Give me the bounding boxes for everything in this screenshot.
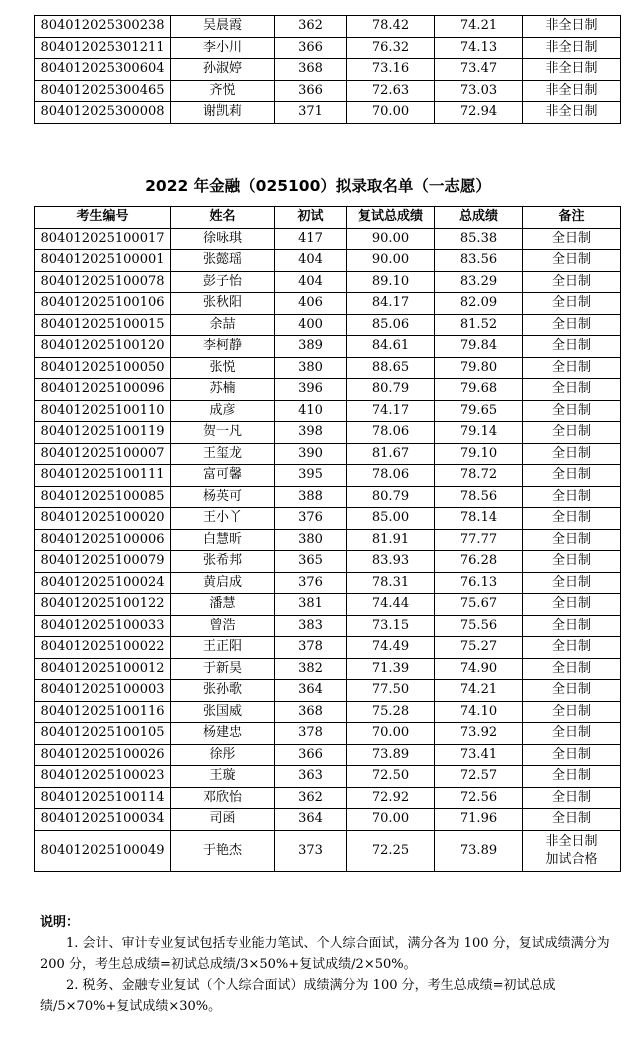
cell-name: 邓欣怡: [171, 787, 275, 809]
cell-name: 李柯静: [171, 336, 275, 358]
table-row: [35, 658, 621, 680]
cell-name: 杨英可: [171, 486, 275, 508]
cell-total: 85.38: [435, 228, 523, 250]
table-row: [35, 529, 621, 551]
header-total: 总成绩: [435, 207, 523, 229]
cell-retest: 89.10: [347, 271, 435, 293]
cell-total: 81.52: [435, 314, 523, 336]
cell-retest: 74.44: [347, 594, 435, 616]
cell-id: 804012025300465: [35, 80, 171, 102]
cell-name: 王玺龙: [171, 443, 275, 465]
cell-id: 804012025300238: [35, 16, 171, 38]
cell-name: 张孙歌: [171, 680, 275, 702]
header-name: 姓名: [171, 207, 275, 229]
cell-initial: 395: [275, 465, 347, 487]
cell-total: 78.14: [435, 508, 523, 530]
cell-name: 李小川: [171, 37, 275, 59]
cell-name: 张国威: [171, 701, 275, 723]
table-row: [35, 572, 621, 594]
table-row: [35, 80, 621, 102]
cell-note: 全日制: [523, 766, 621, 788]
cell-retest: 70.00: [347, 723, 435, 745]
cell-retest: 84.61: [347, 336, 435, 358]
cell-id: 804012025100001: [35, 250, 171, 272]
notes-heading: 说明：: [40, 915, 80, 930]
cell-name: 王正阳: [171, 637, 275, 659]
cell-note: 全日制: [523, 529, 621, 551]
cell-note: 全日制: [523, 744, 621, 766]
cell-retest: 81.67: [347, 443, 435, 465]
cell-initial: 378: [275, 723, 347, 745]
cell-initial: 404: [275, 250, 347, 272]
cell-note: [523, 830, 621, 871]
cell-name: 张悦: [171, 357, 275, 379]
cell-note: 全日制: [523, 314, 621, 336]
cell-name: 曾浩: [171, 615, 275, 637]
cell-note: 全日制: [523, 228, 621, 250]
cell-id: 804012025100007: [35, 443, 171, 465]
cell-id: 804012025100026: [35, 744, 171, 766]
previous-list-body: [35, 16, 621, 124]
cell-total: 73.41: [435, 744, 523, 766]
cell-total: 83.56: [435, 250, 523, 272]
cell-note: 全日制: [523, 680, 621, 702]
cell-retest: 72.63: [347, 80, 435, 102]
cell-id: 804012025100078: [35, 271, 171, 293]
cell-retest: 74.49: [347, 637, 435, 659]
cell-total: 72.57: [435, 766, 523, 788]
cell-retest: 78.31: [347, 572, 435, 594]
cell-total: 72.94: [435, 102, 523, 124]
admission-list-body: [35, 228, 621, 830]
cell-id: 804012025100114: [35, 787, 171, 809]
cell-retest: 70.00: [347, 809, 435, 831]
note-paragraph-1: 1. 会计、审计专业复试包括专业能力笔试、个人综合面试，满分各为 100 分，复试成绩满分为 200 分，考生总成绩=初试总成绩/3×50%+复试成绩/2×50%。: [40, 936, 610, 972]
table-row: [35, 787, 621, 809]
cell-initial: 404: [275, 271, 347, 293]
table-row: [35, 830, 621, 871]
cell-note: 非全日制: [523, 37, 621, 59]
cell-name: 孙淑婷: [171, 59, 275, 81]
cell-initial: 388: [275, 486, 347, 508]
table-row: [35, 228, 621, 250]
cell-retest: 72.92: [347, 787, 435, 809]
cell-initial: 371: [275, 102, 347, 124]
table-row: [35, 293, 621, 315]
cell-id: 804012025100085: [35, 486, 171, 508]
cell-total: 75.56: [435, 615, 523, 637]
cell-retest: 73.15: [347, 615, 435, 637]
cell-note: 全日制: [523, 572, 621, 594]
table-row: [35, 723, 621, 745]
cell-initial: 366: [275, 80, 347, 102]
cell-initial: 366: [275, 37, 347, 59]
cell-initial: 365: [275, 551, 347, 573]
cell-id: 804012025100122: [35, 594, 171, 616]
cell-note: 全日制: [523, 594, 621, 616]
cell-name: 张懿瑶: [171, 250, 275, 272]
cell-id: 804012025100116: [35, 701, 171, 723]
table-row: [35, 422, 621, 444]
cell-retest: 90.00: [347, 250, 435, 272]
cell-note: 全日制: [523, 508, 621, 530]
cell-total: 83.29: [435, 271, 523, 293]
cell-note: 全日制: [523, 486, 621, 508]
table-row: [35, 465, 621, 487]
cell-id: 804012025100106: [35, 293, 171, 315]
table-row: [35, 637, 621, 659]
cell-initial: 389: [275, 336, 347, 358]
cell-initial: 373: [275, 830, 347, 871]
cell-total: 79.80: [435, 357, 523, 379]
cell-id: 804012025100111: [35, 465, 171, 487]
cell-initial: 417: [275, 228, 347, 250]
table-row: [35, 551, 621, 573]
cell-note: 全日制: [523, 293, 621, 315]
cell-initial: 382: [275, 658, 347, 680]
cell-id: 804012025300008: [35, 102, 171, 124]
table-header-row: [35, 207, 621, 229]
cell-total: 74.10: [435, 701, 523, 723]
cell-initial: 364: [275, 680, 347, 702]
section-title: 2022 年金融（025100）拟录取名单（一志愿）: [145, 177, 491, 195]
cell-total: 71.96: [435, 809, 523, 831]
cell-total: 79.84: [435, 336, 523, 358]
cell-name: 余喆: [171, 314, 275, 336]
cell-id: 804012025100079: [35, 551, 171, 573]
cell-total: 74.21: [435, 680, 523, 702]
cell-retest: 76.32: [347, 37, 435, 59]
cell-initial: 368: [275, 701, 347, 723]
cell-name: 彭子怡: [171, 271, 275, 293]
cell-note: 全日制: [523, 443, 621, 465]
cell-name: 谢凯莉: [171, 102, 275, 124]
cell-total: 79.65: [435, 400, 523, 422]
cell-initial: 396: [275, 379, 347, 401]
header-id: 考生编号: [35, 207, 171, 229]
cell-id: 804012025100096: [35, 379, 171, 401]
cell-retest: 74.17: [347, 400, 435, 422]
cell-total: 76.13: [435, 572, 523, 594]
admission-list-table: [34, 206, 621, 872]
cell-note: 全日制: [523, 379, 621, 401]
cell-name: 徐彤: [171, 744, 275, 766]
cell-note: 全日制: [523, 615, 621, 637]
cell-note: 非全日制: [523, 102, 621, 124]
cell-note: 全日制: [523, 336, 621, 358]
cell-name: 徐咏琪: [171, 228, 275, 250]
table-row: [35, 508, 621, 530]
cell-total: 75.27: [435, 637, 523, 659]
header-initial: 初试: [275, 207, 347, 229]
cell-name: 于艳杰: [171, 830, 275, 871]
cell-id: 804012025100024: [35, 572, 171, 594]
cell-retest: 80.79: [347, 486, 435, 508]
cell-name: 司函: [171, 809, 275, 831]
cell-name: 张秋阳: [171, 293, 275, 315]
cell-initial: 381: [275, 594, 347, 616]
cell-retest: 81.91: [347, 529, 435, 551]
cell-total: 73.47: [435, 59, 523, 81]
cell-id: 804012025100110: [35, 400, 171, 422]
cell-initial: 378: [275, 637, 347, 659]
note-line-2: 加试合格: [545, 851, 598, 867]
cell-initial: 406: [275, 293, 347, 315]
cell-retest: 71.39: [347, 658, 435, 680]
cell-total: 79.68: [435, 379, 523, 401]
cell-total: 77.77: [435, 529, 523, 551]
cell-retest: 90.00: [347, 228, 435, 250]
cell-total: 78.72: [435, 465, 523, 487]
cell-note: 全日制: [523, 357, 621, 379]
cell-retest: 73.89: [347, 744, 435, 766]
header-note: 备注: [523, 207, 621, 229]
cell-note: 全日制: [523, 658, 621, 680]
cell-retest: 72.25: [347, 830, 435, 871]
table-row: [35, 336, 621, 358]
cell-id: 804012025100119: [35, 422, 171, 444]
cell-initial: 368: [275, 59, 347, 81]
cell-note: 全日制: [523, 271, 621, 293]
cell-id: 804012025100049: [35, 830, 171, 871]
table-row: [35, 271, 621, 293]
cell-total: 79.10: [435, 443, 523, 465]
cell-retest: 88.65: [347, 357, 435, 379]
table-row: [35, 809, 621, 831]
cell-initial: 366: [275, 744, 347, 766]
cell-retest: 85.00: [347, 508, 435, 530]
cell-initial: 380: [275, 529, 347, 551]
cell-note: 全日制: [523, 422, 621, 444]
cell-note: 全日制: [523, 637, 621, 659]
cell-note: 全日制: [523, 809, 621, 831]
cell-retest: 78.42: [347, 16, 435, 38]
cell-initial: 390: [275, 443, 347, 465]
table-row: [35, 701, 621, 723]
notes-section: [40, 912, 612, 1017]
cell-retest: 80.79: [347, 379, 435, 401]
cell-id: 804012025100012: [35, 658, 171, 680]
previous-list-table: [34, 15, 621, 124]
cell-initial: 376: [275, 572, 347, 594]
cell-name: 黄启成: [171, 572, 275, 594]
note-line-1: 非全日制: [545, 833, 598, 849]
cell-name: 潘慧: [171, 594, 275, 616]
cell-total: 76.28: [435, 551, 523, 573]
cell-name: 王璇: [171, 766, 275, 788]
cell-name: 张希邦: [171, 551, 275, 573]
cell-retest: 78.06: [347, 422, 435, 444]
cell-retest: 77.50: [347, 680, 435, 702]
cell-note: 全日制: [523, 551, 621, 573]
cell-id: 804012025100034: [35, 809, 171, 831]
table-row: [35, 16, 621, 38]
cell-note: 非全日制: [523, 80, 621, 102]
cell-note: 全日制: [523, 723, 621, 745]
table-row: [35, 400, 621, 422]
cell-total: 73.89: [435, 830, 523, 871]
cell-initial: 380: [275, 357, 347, 379]
cell-note: 全日制: [523, 250, 621, 272]
table-row: [35, 314, 621, 336]
cell-initial: 400: [275, 314, 347, 336]
header-retest: 复试总成绩: [347, 207, 435, 229]
cell-name: 王小丫: [171, 508, 275, 530]
table-row: [35, 486, 621, 508]
table-row: [35, 379, 621, 401]
cell-note: 全日制: [523, 465, 621, 487]
note-paragraph-2: 2. 税务、金融专业复试（个人综合面试）成绩满分为 100 分，考生总成绩=初试总成绩/5×70%+复试成绩×30%。: [40, 978, 556, 1014]
cell-id: 804012025300604: [35, 59, 171, 81]
cell-total: 73.03: [435, 80, 523, 102]
cell-note: 非全日制: [523, 59, 621, 81]
cell-retest: 73.16: [347, 59, 435, 81]
cell-name: 杨建忠: [171, 723, 275, 745]
cell-id: 804012025100105: [35, 723, 171, 745]
cell-name: 富可馨: [171, 465, 275, 487]
table-row: [35, 443, 621, 465]
cell-id: 804012025100023: [35, 766, 171, 788]
cell-id: 804012025100015: [35, 314, 171, 336]
cell-name: 于新昊: [171, 658, 275, 680]
cell-id: 804012025100017: [35, 228, 171, 250]
cell-retest: 83.93: [347, 551, 435, 573]
cell-initial: 376: [275, 508, 347, 530]
cell-retest: 72.50: [347, 766, 435, 788]
table-row: [35, 59, 621, 81]
cell-note: 非全日制: [523, 16, 621, 38]
cell-retest: 70.00: [347, 102, 435, 124]
cell-id: 804012025100020: [35, 508, 171, 530]
cell-note: 全日制: [523, 701, 621, 723]
cell-id: 804012025100022: [35, 637, 171, 659]
table-row: [35, 680, 621, 702]
cell-total: 74.13: [435, 37, 523, 59]
cell-total: 78.56: [435, 486, 523, 508]
cell-retest: 85.06: [347, 314, 435, 336]
cell-id: 804012025301211: [35, 37, 171, 59]
table-row: [35, 102, 621, 124]
cell-initial: 363: [275, 766, 347, 788]
cell-name: 苏楠: [171, 379, 275, 401]
table-row: [35, 250, 621, 272]
cell-total: 74.90: [435, 658, 523, 680]
cell-initial: 362: [275, 16, 347, 38]
cell-total: 74.21: [435, 16, 523, 38]
table-row: [35, 744, 621, 766]
cell-name: 齐悦: [171, 80, 275, 102]
cell-retest: 78.06: [347, 465, 435, 487]
cell-id: 804012025100003: [35, 680, 171, 702]
cell-id: 804012025100050: [35, 357, 171, 379]
cell-total: 73.92: [435, 723, 523, 745]
cell-initial: 383: [275, 615, 347, 637]
cell-name: 贺一凡: [171, 422, 275, 444]
cell-total: 75.67: [435, 594, 523, 616]
cell-retest: 84.17: [347, 293, 435, 315]
table-row: [35, 615, 621, 637]
cell-initial: 364: [275, 809, 347, 831]
cell-initial: 410: [275, 400, 347, 422]
cell-id: 804012025100120: [35, 336, 171, 358]
cell-total: 79.14: [435, 422, 523, 444]
cell-total: 82.09: [435, 293, 523, 315]
cell-name: 吴晨霞: [171, 16, 275, 38]
cell-note: 全日制: [523, 787, 621, 809]
cell-retest: 75.28: [347, 701, 435, 723]
cell-initial: 362: [275, 787, 347, 809]
cell-name: 成彦: [171, 400, 275, 422]
cell-name: 白慧昕: [171, 529, 275, 551]
table-row: [35, 766, 621, 788]
table-row: [35, 37, 621, 59]
table-row: [35, 594, 621, 616]
cell-note: 全日制: [523, 400, 621, 422]
cell-total: 72.56: [435, 787, 523, 809]
cell-id: 804012025100006: [35, 529, 171, 551]
table-row: [35, 357, 621, 379]
cell-initial: 398: [275, 422, 347, 444]
cell-id: 804012025100033: [35, 615, 171, 637]
